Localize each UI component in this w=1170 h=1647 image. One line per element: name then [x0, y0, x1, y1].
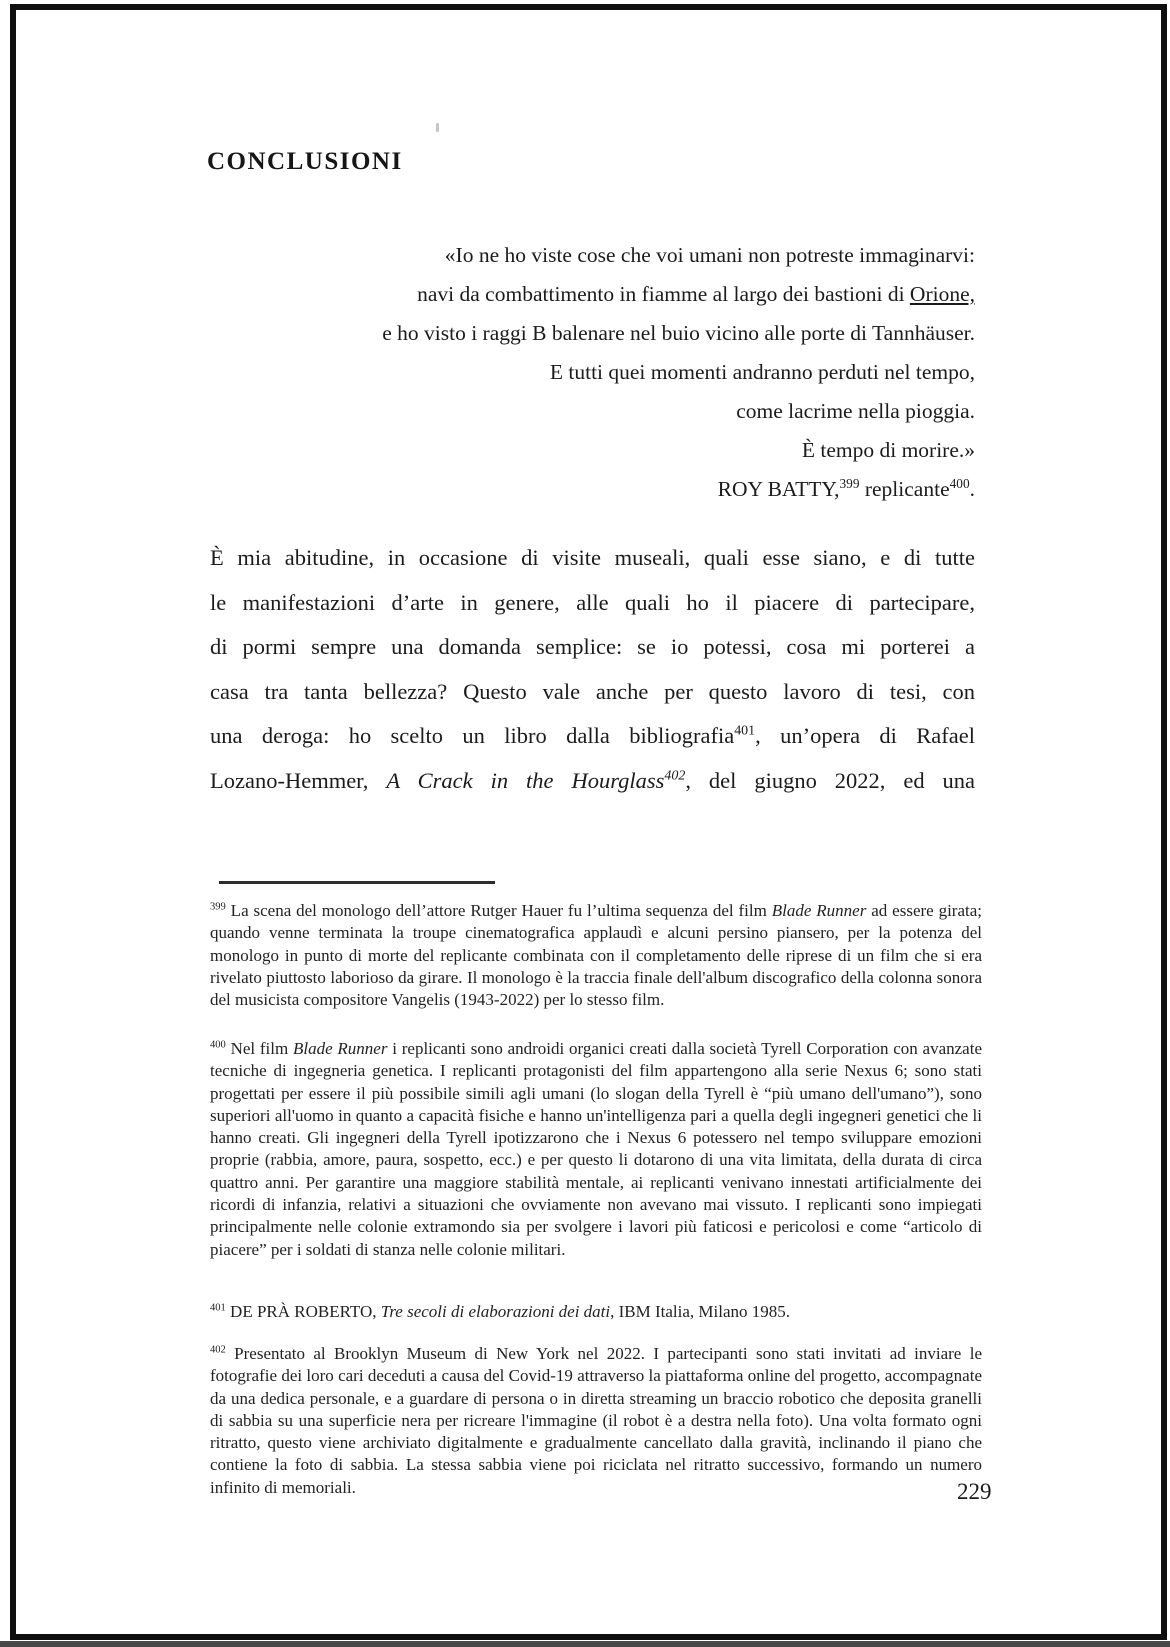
- body-paragraph: [210, 536, 975, 803]
- footnote-399-text-cont: ad essere girata; quando venne terminata la troupe cinematografica applaudì e alcuni persino piansero, per la potenza del monologo in punto di morte del replicante combinata con il completamento delle riprese di un film che si era rivelato piuttosto laborioso da girare. Il monologo è la traccia finale dell'album discografico della colonna sonora del musicista compositore Vangelis (1943-2022) per lo stesso film.: [210, 901, 982, 1010]
- footnote-401-marker: 401: [210, 1302, 226, 1314]
- footnote-ref-400: 400: [949, 475, 970, 491]
- attribution-name: ROY BATTY,: [717, 477, 840, 501]
- body-line-5: [210, 714, 975, 759]
- artwork-title-italic: A Crack in the Hourglass: [386, 767, 665, 793]
- footnote-401: [210, 1301, 982, 1323]
- footnote-separator-rule: [219, 881, 495, 884]
- attribution-period: .: [969, 477, 975, 501]
- quote-line-6: È tempo di morire.»: [801, 438, 975, 462]
- footnote-400-text-cont: i replicanti sono androidi organici creati dalla società Tyrell Corporation con avanzate tecniche di ingegneria genetica. I replicanti protagonisti del film appartengono alla serie Nexus 6; sono stati progettati per essere il più possibile simili agli umani (lo slogan della Tyrell è “più umano dell'umano”), sono superiori all'uomo in quanto a capacità fisiche e hanno un'intelligenza pari a quella degli ingegneri genetici che li hanno creati. Gli ingegneri della Tyrell ipotizzarono che i Nexus 6 potessero nel tempo sviluppare emozioni proprie (rabbia, amore, paura, sospetto, ecc.) e per questo li dotarono di una vita limitata, della durata di circa quattro anni. Per garantire una maggiore stabilità mentale, ai replicanti venivano innestati artificialmente dei ricordi di infanzia, relativi a situazioni che ovviamente non avevano mai vissuto. I replicanti sono impiegati principalmente nelle colonie extramondo sia per svolgere i lavori più faticosi e pericolosi e come “articolo di piacere” per i soldati di stanza nelle colonie militari.: [210, 1039, 982, 1259]
- quote-line-4: E tutti quei momenti andranno perduti nel tempo,: [549, 360, 975, 384]
- body-line-1: È mia abitudine, in occasione di visite museali, quali esse siano, e di tutte: [210, 545, 975, 570]
- footnote-ref-399: 399: [839, 475, 860, 491]
- quote-line-2: [210, 275, 975, 314]
- epigraph-quote: [210, 236, 975, 509]
- body-line-6-text: Lozano-Hemmer,: [210, 767, 387, 793]
- footnote-401-publisher: , IBM Italia, Milano 1985.: [610, 1302, 791, 1321]
- scan-artifact: [436, 123, 439, 132]
- body-line-4: casa tra tanta bellezza? Questo vale anche per questo lavoro di tesi, con: [210, 678, 975, 704]
- footnote-400: [210, 1038, 982, 1261]
- footnote-401-author: DE PRÀ ROBERTO,: [225, 1302, 381, 1321]
- footnote-402-text: Presentato al Brooklyn Museum di New York nel 2022. I partecipanti sono stati invitati ad inviare le fotografie dei loro cari deceduti a causa del Covid-19 attraverso la piattaforma online del progetto, accompagnate da una dedica personale, e a guardare di persona o in diretta streaming un braccio robotico che deposita granelli di sabbia su una superficie nera per ricreare l'immagine (il robot è a destra nella foto). Una volta formato ogni ritratto, questo viene archiviato digitalmente e gradualmente cancellato dalla gravità, inclinando il piano che contiene la foto di sabbia. La stessa sabbia viene poi riciclata nel ritratto successivo, formando un numero infinito di memoriali.: [210, 1344, 982, 1497]
- footnote-402: [210, 1343, 982, 1499]
- quote-line-1: «Io ne ho viste cose che voi umani non potreste immaginarvi:: [444, 243, 975, 267]
- footnote-400-film-title: Blade Runner: [293, 1039, 388, 1058]
- quote-orione-underlined: Orione,: [909, 282, 975, 306]
- body-line-3: di pormi sempre una domanda semplice: se io potessi, cosa mi porterei a: [210, 634, 975, 659]
- quote-line-2-text: navi da combattimento in fiamme al largo dei bastioni di: [417, 282, 910, 306]
- footnote-400-text: Nel film: [225, 1039, 293, 1058]
- body-line-6-tail: , del giugno 2022, ed una: [685, 767, 976, 793]
- body-line-5-tail: , un’opera di Rafael: [755, 723, 976, 748]
- quote-line-5: come lacrime nella pioggia.: [736, 399, 975, 423]
- body-line-6: [210, 759, 975, 804]
- footnote-402-marker: 402: [210, 1344, 226, 1356]
- quote-attribution: [210, 470, 975, 509]
- footnote-399-marker: 399: [210, 901, 226, 913]
- quote-line-3: e ho visto i raggi B balenare nel buio vicino alle porte di Tannhäuser.: [382, 321, 975, 345]
- footnote-ref-401: 401: [734, 723, 756, 739]
- footnote-399-text: La scena del monologo dell’attore Rutger Hauer fu l’ultima sequenza del film: [225, 901, 772, 920]
- footnote-401-book-title: Tre secoli di elaborazioni dei dati: [380, 1302, 611, 1321]
- footnote-399-film-title: Blade Runner: [771, 901, 867, 920]
- page-title: CONCLUSIONI: [207, 148, 403, 175]
- body-line-5-text: una deroga: ho scelto un libro dalla bibliografia: [210, 723, 735, 748]
- footnote-ref-402: 402: [664, 768, 686, 783]
- page-number: 229: [957, 1479, 992, 1504]
- footnote-399: [210, 900, 982, 1011]
- footnote-400-marker: 400: [210, 1039, 226, 1051]
- body-line-2: le manifestazioni d’arte in genere, alle quali ho il piacere di partecipare,: [210, 589, 975, 615]
- attribution-role: replicante: [859, 477, 950, 501]
